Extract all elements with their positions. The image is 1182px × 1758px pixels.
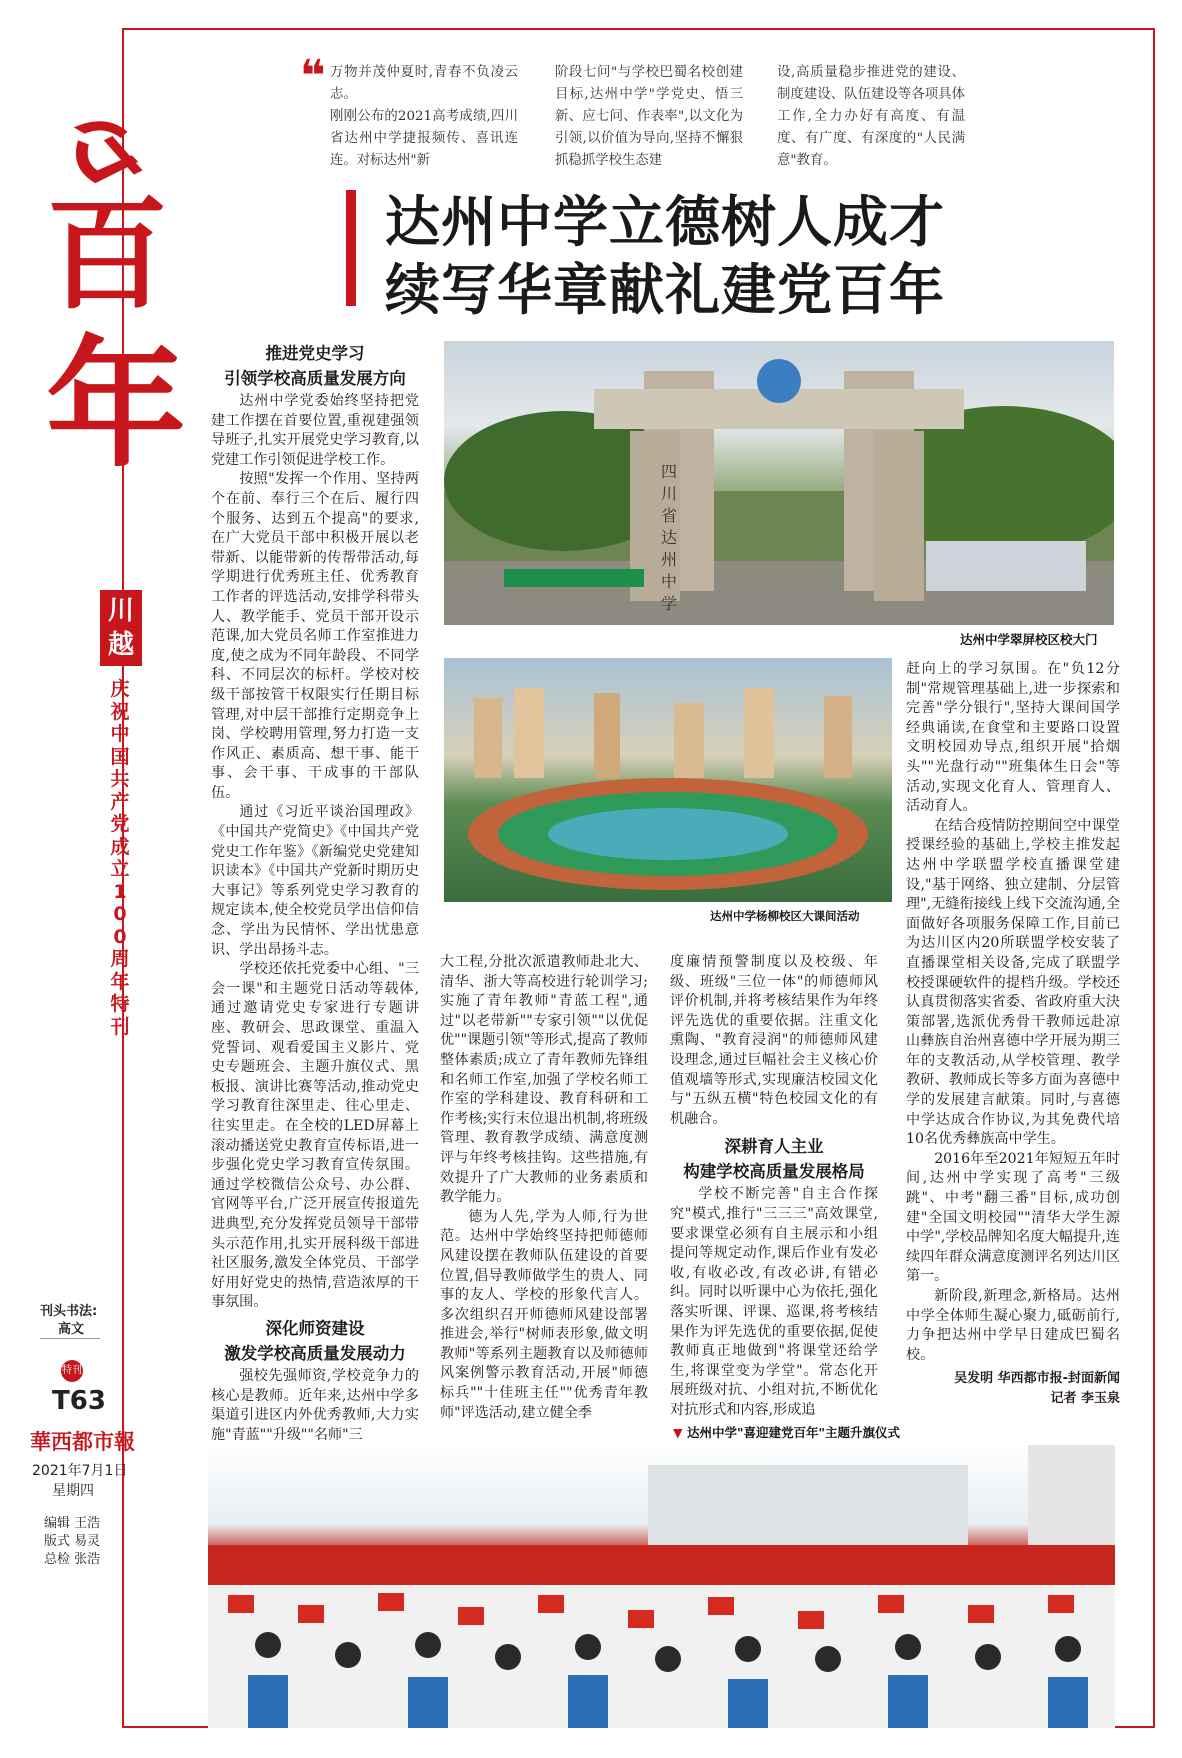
paragraph: 通过《习近平谈治国理政》《中国共产党简史》《中国共产党党史工作年鉴》《新编党史党建知识读本》《中国共产党新时期历史大事记》等系列党史学习教育的规定读本,使全校党员学出信仰信念、学出为民情怀、学出忧患意识、学出昂扬斗志。 (211, 804, 419, 958)
masthead-bai: 百 (46, 182, 168, 326)
intro-col-3: 设,高质量稳步推进党的建设、制度建设、队伍建设等各项具体工作,全力办好有高度、有温度、有广度、有深度的"人民满意"教育。 (777, 65, 965, 168)
gate-photo-caption: 达州中学翠屏校区校大门 (960, 632, 1098, 647)
ceremony-photo-caption (673, 1423, 900, 1441)
paragraph: 大工程,分批次派遣教师赴北大、清华、浙大等高校进行轮训学习;实施了青年教师"青蓝工程",通过"以老带新""专家引领""以优促优""课题引领"等形式,提高了教师整体素质;成立了青年教师先锋组和名师工作室,加强了学校名师工作室的学科建设、教育科研和工作考核;实行末位退出机制,将班级管理、教育教学成绩、满意度测评与年终考核挂钩。这些措施,有效提升了广大教师的业务素质和教学能力。 (440, 954, 648, 1206)
section1-subtitle-1: 推进党史学习 (265, 344, 365, 363)
section3-subtitle-2: 构建学校高质量发展格局 (683, 1162, 865, 1182)
paragraph: 按照"发挥一个作用、坚持两个在前、奉行三个在后、履行四个服务、达到五个提高"的要求,在广大党员干部中积极开展以老带新、以能带新的传帮带活动,每学期进行优秀班主任、优秀教育工作者的评选活动,安排学科带头人、教学能手、党员干部开设示范课,加大党员名师工作室推进力度,使之成为不同年龄段、不同学科、不同层次的标杆。学校对校级干部按管干权限实行任期目标管理,对中层干部推行定期竞争上岗、学校聘用管理,努力打造一支作风正、素质高、想干事、能干事、会干事、干成事的干部队伍。 (211, 471, 419, 801)
paragraph: 达州中学党委始终坚持把党建工作摆在首要位置,重视建强领导班子,扎实开展党史学习教育,以党建工作引领促进学校工作。 (211, 393, 419, 468)
article-column-1 (211, 340, 419, 1445)
chuanyue-badge (100, 590, 142, 666)
section2-subtitle-1: 深化师资建设 (265, 1318, 365, 1338)
editor-credit: 编辑 王浩 (44, 1516, 101, 1531)
tekan-label: 特刊 (62, 1365, 82, 1376)
field-illustration (444, 658, 892, 902)
byline-2: 记者 李玉泉 (1050, 1390, 1120, 1406)
paragraph: 德为人先,学为人师,行为世范。达州中学始终坚持把师德师风建设摆在教师队伍建设的首要位置,倡导教师做学生的贵人、同事的友人、学校的形象代言人。多次组织召开师德师风建设部署推进会,举行"树师表形象,做文明教师"等系列主题教育以及师德师风案例警示教育活动,开展"师德标兵""十佳班主任""优秀青年教师"评选活动,建立健全季 (440, 1208, 648, 1421)
section1-subtitle-2: 引领学校高质量发展方向 (224, 369, 406, 388)
headline-bar (346, 190, 356, 306)
gate-illustration (444, 341, 1114, 625)
field-photo-caption: 达州中学杨柳校区大课间活动 (710, 909, 860, 923)
checker-credit: 总检 张浩 (44, 1552, 101, 1567)
special-issue-vertical: 庆祝中国共产党成立100周年特刊 (110, 678, 130, 1038)
byline-1: 吴发明 华西都市报-封面新闻 (954, 1371, 1120, 1387)
gate-sign: 四川省达州中学 (660, 462, 677, 613)
flag-ceremony-photo (208, 1445, 1115, 1728)
headline-line-2: 续写华章献礼建党百年 (385, 258, 946, 322)
calligraphy-label: 刊头书法: (40, 1304, 98, 1319)
paragraph: 学校不断完善"自主合作探究"模式,推行"三三三"高效课堂,要求课堂必须有自主展示和小组提问等规定动作,课后作业有发必收,有收必改,有改必讲,有错必纠。同时以听课中心为依托,强化落实听课、评课、巡课,将考核结果作为评先选优的重要依据,促使教师真正地做到"将课堂还给学生,将课堂变为学堂"。常态化开展班级对抗、小组对抗,不断优化对抗形式和内容,形成追 (670, 1186, 878, 1418)
headline (385, 188, 945, 324)
paragraph: 在结合疫情防控期间空中课堂授课经验的基础上,学校主推发起达州中学联盟学校直播课堂建设,"基于网络、独立建制、分层管理",无缝衔接线上线下交流沟通,全面做好各项服务保障工作,目前已为达川区内20所联盟学校安装了直播课堂相关设备,完成了联盟学校授课硬软件的提档升级。学校还认真贯彻落实省委、省政府重大決策部署,选派优秀骨干教师远赴凉山彝族自治州喜德中学开展为期三年的支教活动,从学校管理、教学教研、教师成长等多方面为喜德中学的发展建言献策。同时,与喜德中学达成合作协议,为其免费代培10名优秀彝族高中学生。 (906, 817, 1120, 1148)
quote-mark: ❝ (300, 51, 326, 102)
paragraph: 赶向上的学习氛围。在"负12分制"常规管理基础上,进一步探索和完善"学分银行",坚持大课间国学经典诵读,在食堂和主要路口设置文明校园劝导点,组织开展"拾烟头""光盘行动""班集体生日会"等活动,实现文化育人、管理育人、活动育人。 (906, 661, 1120, 815)
intro-col-1: 万物并茂仲夏时,青春不负凌云志。 刚刚公布的2021高考成绩,四川省达州中学捷报频传、喜讯连连。对标达州"新 (330, 65, 518, 168)
paragraph: 学校还依托党委中心组、"三会一课"和主题党日活动等载体,通过邀请党史专家进行专题讲座、教研会、思政课堂、重温入党誓词、观看爱国主义影片、党史专题班会、主题升旗仪式、黑板报、演讲比赛等活动,推动党史学习教育往深里走、往心里走、往实里走。在全校的LED屏幕上滚动播送党史教育宣传标语,进一步强化党史学习教育宣传氛围。通过学校微信公众号、办公群、官网等平台,广泛开展宣传报道先进典型,充分发挥党员领导干部带头示范作用,扎实开展科级干部进社区服务,激发全体党员、干部学好用好党史的热情,营造浓厚的干事氛围。 (211, 961, 419, 1311)
section2-subtitle-2: 激发学校高质量发展动力 (224, 1343, 406, 1363)
paper-name-logo: 華西都市報 (30, 1429, 135, 1454)
article-column-3 (670, 953, 878, 1420)
badge-char-2: 越 (107, 630, 134, 660)
paragraph: 强校先强师资,学校竞争力的核心是教师。近年来,达州中学多渠道引进区内外优秀教师,大力实施"青蓝""升级""名师"三 (211, 1367, 419, 1443)
crowd-illustration (208, 1445, 1115, 1728)
sports-field-photo (444, 658, 892, 902)
tekan-badge (61, 1360, 83, 1382)
divider (40, 1338, 100, 1339)
section3-subtitle-1: 深耕育人主业 (724, 1137, 824, 1157)
layout-credit: 版式 易灵 (44, 1534, 101, 1549)
page-number: T63 (52, 1386, 106, 1416)
badge-char-1: 川 (107, 596, 134, 626)
ceremony-caption-text: 达州中学"喜迎建党百年"主题升旗仪式 (686, 1425, 901, 1440)
issue-date: 2021年7月1日 (32, 1463, 128, 1479)
article-column-4 (906, 660, 1120, 1409)
paragraph: 2016年至2021年短短五年时间,达州中学实现了高考"三级跳"、中考"翻三番"目标,成功创建"全国文明校园""清华大学生源中学",学校品牌知名度大幅提升,连续四年群众满意度测评名列达川区第一。 (906, 1150, 1120, 1285)
calligraphy-author: 高文 (58, 1322, 85, 1337)
paragraph: 度廉情预警制度以及校级、年级、班级"三位一体"的师德师风评价机制,并将考核结果作为年终评先选优的重要依据。注重文化熏陶、"教育浸润"的师德师风建设理念,通过巨幅社会主义核心价值观墙等形式,实现廉洁校园文化与"五纵五横"特色校园文化的有机融合。 (670, 954, 878, 1127)
masthead-nian: 年 (46, 323, 187, 487)
issue-weekday: 星期四 (52, 1483, 94, 1499)
article-column-2 (440, 953, 648, 1423)
intro-col-2: 阶段七问"与学校巴蜀名校创建目标,达州中学"学党史、悟三新、应七问、作表率",以文化为引领,以价值为导向,坚持不懈狠抓稳抓学校生态建 (555, 65, 743, 168)
school-gate-photo (444, 341, 1114, 625)
paragraph: 新阶段,新理念,新格局。达州中学全体师生凝心聚力,砥砺前行,力争把达州中学早日建成巴蜀名校。 (906, 1288, 1120, 1363)
triangle-down-icon: ▼ (673, 1425, 683, 1440)
headline-line-1: 达州中学立德树人成才 (385, 190, 946, 254)
